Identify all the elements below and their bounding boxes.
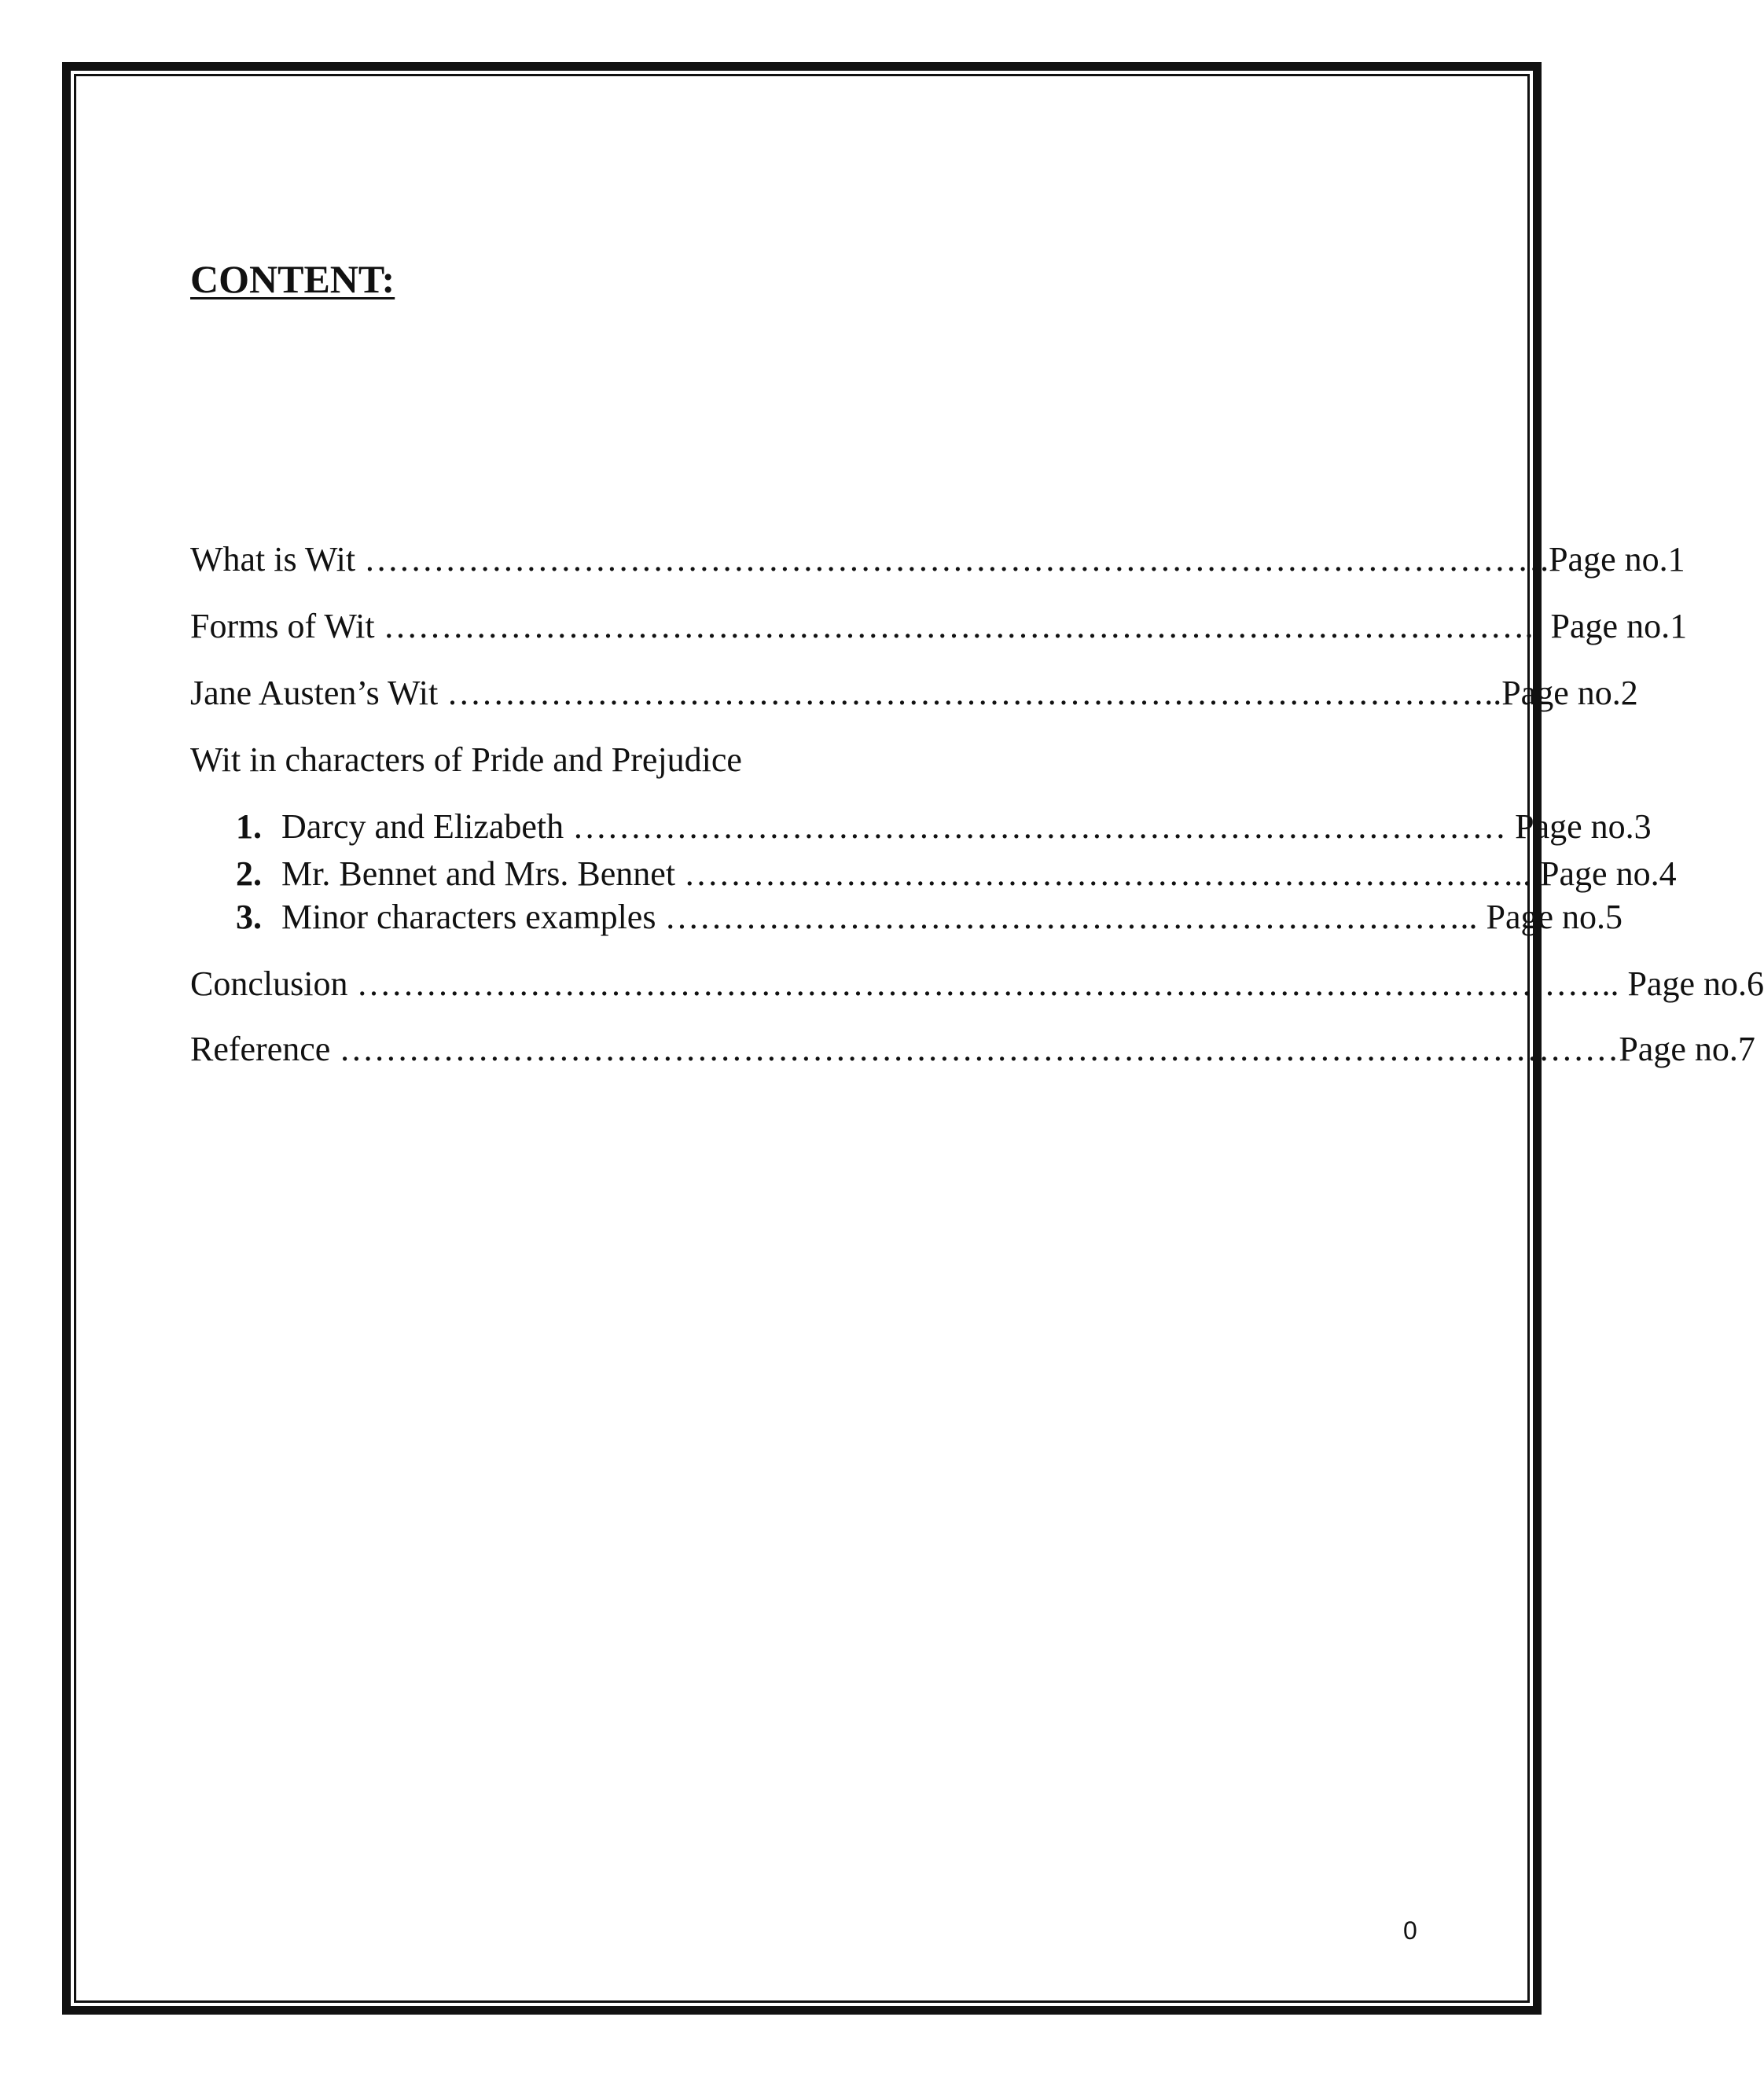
toc-dot-leader: …………………………………………………………………………………………. [364, 540, 1549, 579]
toc-entry-what-is-wit[interactable] [190, 542, 1685, 577]
toc-page-ref: Page no.2 [1501, 674, 1638, 712]
toc-dot-leader: ……………………………………………………………………………………………….. [356, 964, 1619, 1003]
toc-entry-title: Wit in characters of Pride and Prejudice [190, 740, 742, 779]
toc-dot-leader: ……………………………………………………………………… [572, 807, 1507, 846]
toc-dot-leader: ………………………………………………………………………………………………… [339, 1030, 1619, 1068]
page-title: CONTENT: [190, 257, 395, 301]
toc-entry-wit-in-characters[interactable] [190, 740, 742, 779]
toc-entry-title: Mr. Bennet and Mrs. Bennet [281, 854, 676, 893]
toc-page-ref: Page no.3 [1515, 807, 1652, 846]
toc-dot-leader: ……………………………………………………………………………………….. [383, 607, 1542, 645]
toc-dot-leader: ……………………………………………………………………………….. [447, 674, 1502, 712]
list-number: 1. [236, 807, 262, 846]
toc-page-ref: Page no.1 [1550, 607, 1688, 645]
toc-entry-reference[interactable] [190, 1032, 1755, 1067]
toc-entry-title: Forms of Wit [190, 607, 375, 645]
toc-subentry-minor-characters[interactable] [236, 900, 1623, 935]
toc-dot-leader: ……………………………………………………………….. [684, 854, 1532, 893]
toc-page-ref: Page no.7 [1619, 1030, 1755, 1068]
toc-entry-title: Conclusion [190, 964, 348, 1003]
list-number: 2. [236, 854, 262, 893]
toc-entry-forms-of-wit[interactable] [190, 609, 1687, 644]
toc-dot-leader: …………………………………………………………….. [664, 898, 1478, 936]
page-number: 0 [1403, 1916, 1417, 1945]
list-number: 3. [236, 898, 262, 936]
toc-page-ref: Page no.4 [1540, 854, 1677, 893]
toc-entry-conclusion[interactable] [190, 964, 1764, 1003]
toc-entry-title: Jane Austen’s Wit [190, 674, 439, 712]
toc-entry-jane-austens-wit[interactable] [190, 676, 1638, 711]
toc-entry-title: Reference [190, 1030, 331, 1068]
toc-page-ref: Page no.1 [1549, 540, 1685, 579]
toc-entry-title: What is Wit [190, 540, 356, 579]
toc-page-ref: Page no.5 [1486, 898, 1623, 936]
toc-subentry-bennets[interactable] [236, 854, 1677, 893]
toc-entry-title: Darcy and Elizabeth [281, 807, 564, 846]
toc-subentry-darcy-elizabeth[interactable] [236, 807, 1652, 846]
toc-entry-title: Minor characters examples [281, 898, 656, 936]
toc-page-ref: Page no.6 [1627, 964, 1764, 1003]
